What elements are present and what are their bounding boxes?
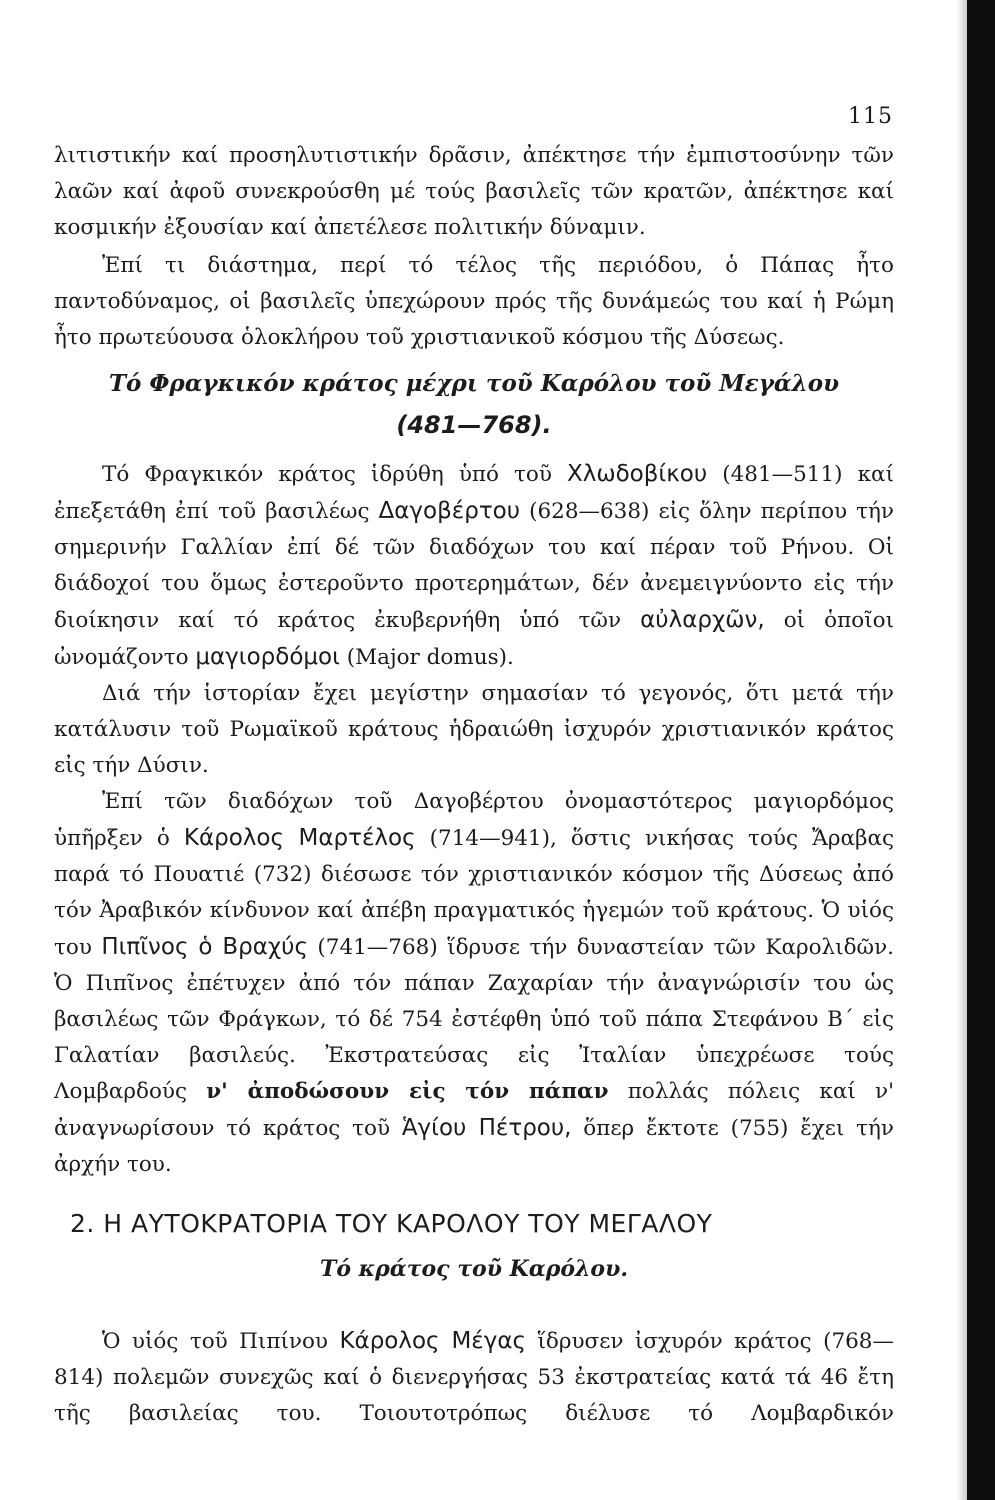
- text: (741—768) ἵδρυσε τήν δυναστείαν τῶν Καρολιδῶν. Ὁ Πιπῖνος ἐπέτυχεν ἀπό τόν πάπαν Ζαχαρίαν τήν ἀναγνώρισίν του ὡς βασιλέως τῶν Φράγκων, τό δέ 754 ἐστέφθη ὑπό τοῦ πάπα Στεφάνου Β΄ εἰς Γαλατίαν βασιλεύς. Ἐκστρατεύσας εἰς Ἰταλίαν ὑπεχρέωσε τούς Λομβαρδούς: [54, 935, 894, 1104]
- paragraph-frankish-founding: [54, 456, 894, 676]
- page-number: 115: [848, 104, 893, 129]
- name-clovis: Χλωδοβίκου: [566, 461, 708, 487]
- text: ἵδρυσεν ἰσχυρόν κράτος (768—814) πολεμῶν συνεχῶς καί ὁ διενεργήσας 53 ἐκστρατείας κατά τά 46 ἔτη τῆς βασιλείας του. Τοιουτοτρόπως διέλυσε τό Λομβαρδικόν: [54, 1329, 894, 1426]
- text: (628—638) εἰς ὅλην περίπου τήν σημερινήν Γαλλίαν ἐπί δέ τῶν διαδόχων του καί πέραν τοῦ Ρήνου. Οἱ διάδοχοί του ὅμως ἐστεροῦντο προτερημάτων, δέν ἀνεμειγνύοντο εἰς τήν διοίκησιν καί τό κράτος ἐκυβερνήθη ὑπό τῶν: [54, 499, 894, 633]
- book-binding-edge: [967, 0, 995, 1500]
- name-saint-peter: Ἁγίου Πέτρου,: [401, 1115, 572, 1141]
- name-charlemagne: Κάρολος Μέγας: [339, 1328, 527, 1354]
- term-aularchs: αὐλαρχῶν,: [640, 607, 765, 633]
- text: Ὁ υἱός τοῦ Πιπίνου: [102, 1329, 340, 1354]
- text: (714—941), ὅστις νικήσας τούς Ἄραβας παρά τό Πουατιέ (732) διέσωσε τόν χριστιανικόν κόσμον τῆς Δύσεως ἀπό τόν Ἀραβικόν κίνδυνον καί ἀπέβη πραγματικός ἡγεμών τοῦ κράτους. Ὁ υἱός του: [54, 826, 895, 960]
- section-heading-empire: 2. Η ΑΥΤΟΚΡΑΤΟΡΙΑ ΤΟΥ ΚΑΡΟΛΟΥ ΤΟΥ ΜΕΓΑΛΟΥ: [70, 1209, 713, 1238]
- text: (481—511) καί ἐπεξετάθη ἐπί τοῦ βασιλέως: [54, 462, 894, 524]
- text: (Major domus).: [339, 645, 514, 670]
- text: πολλάς πόλεις καί ν' ἀναγνωρίσουν τό κράτος τοῦ: [54, 1079, 894, 1141]
- text: ὅπερ ἔκτοτε (755) ἔχει τήν ἀρχήν του.: [54, 1116, 894, 1177]
- paragraph-charlemagne: [54, 1323, 894, 1432]
- name-charles-martel: Κάρολος Μαρτέλος: [183, 825, 416, 851]
- text-bold: ν' ἀποδώσουν εἰς τόν πάπαν: [206, 1079, 609, 1104]
- heading-frankish-range: (481—768).: [396, 411, 552, 439]
- page-edge-shadow: [957, 0, 967, 1500]
- paragraph-charles-martel: [54, 784, 894, 1183]
- name-dagobert: Δαγοβέρτου: [378, 498, 521, 524]
- heading-frankish-kingdom: Τό Φραγκικόν κράτος μέχρι τοῦ Καρόλου τοῦ Μεγάλου: [108, 370, 840, 397]
- text: οἱ ὁποῖοι ὠνομάζοντο: [54, 608, 894, 670]
- text: Τό Φραγκικόν κράτος ἱδρύθη ὑπό τοῦ: [102, 462, 567, 487]
- term-mayors: μαγιορδόμοι: [195, 644, 340, 670]
- paragraph-papal-power: λιτιστικήν καί προσηλυτιστικήν δρᾶσιν, ἀπέκτησε τήν ἐμπιστοσύνην τῶν λαῶν καί ἀφοῦ συνεκρούσθη μέ τούς βασιλεῖς τῶν κρατῶν, ἀπέκτησε καί κοσμικήν ἐξουσίαν καί ἀπετέλεσε πολιτικήν δύναμιν.: [54, 143, 894, 240]
- text: Ἐπί τῶν διαδόχων τοῦ Δαγοβέρτου ὀνομαστότερος μαγιορδόμος ὑπῆρξεν ὁ: [54, 789, 894, 851]
- paragraph-pope-omnipotent: Ἐπί τι διάστημα, περί τό τέλος τῆς περιόδου, ὁ Πάπας ἦτο παντοδύναμος, οἱ βασιλεῖς ὑπεχώρουν πρός τῆς δυνάμεώς του καί ἡ Ρώμη ἦτο πρωτεύουσα ὁλοκλήρου τοῦ χριστιανικοῦ κόσμου τῆς Δύσεως.: [54, 253, 894, 350]
- name-pepin-the-short: Πιπῖνος ὁ Βραχύς: [101, 934, 308, 960]
- subheading-charles-kingdom: Τό κράτος τοῦ Καρόλου.: [319, 1256, 629, 1282]
- page-body: [54, 138, 894, 1432]
- paragraph-christian-kingdom: Διά τήν ἱστορίαν ἔχει μεγίστην σημασίαν τό γεγονός, ὅτι μετά τήν κατάλυσιν τοῦ Ρωμαϊκοῦ κράτους ἡδραιώθη ἰσχυρόν χριστιανικόν κράτος εἰς τήν Δύσιν.: [54, 681, 894, 778]
